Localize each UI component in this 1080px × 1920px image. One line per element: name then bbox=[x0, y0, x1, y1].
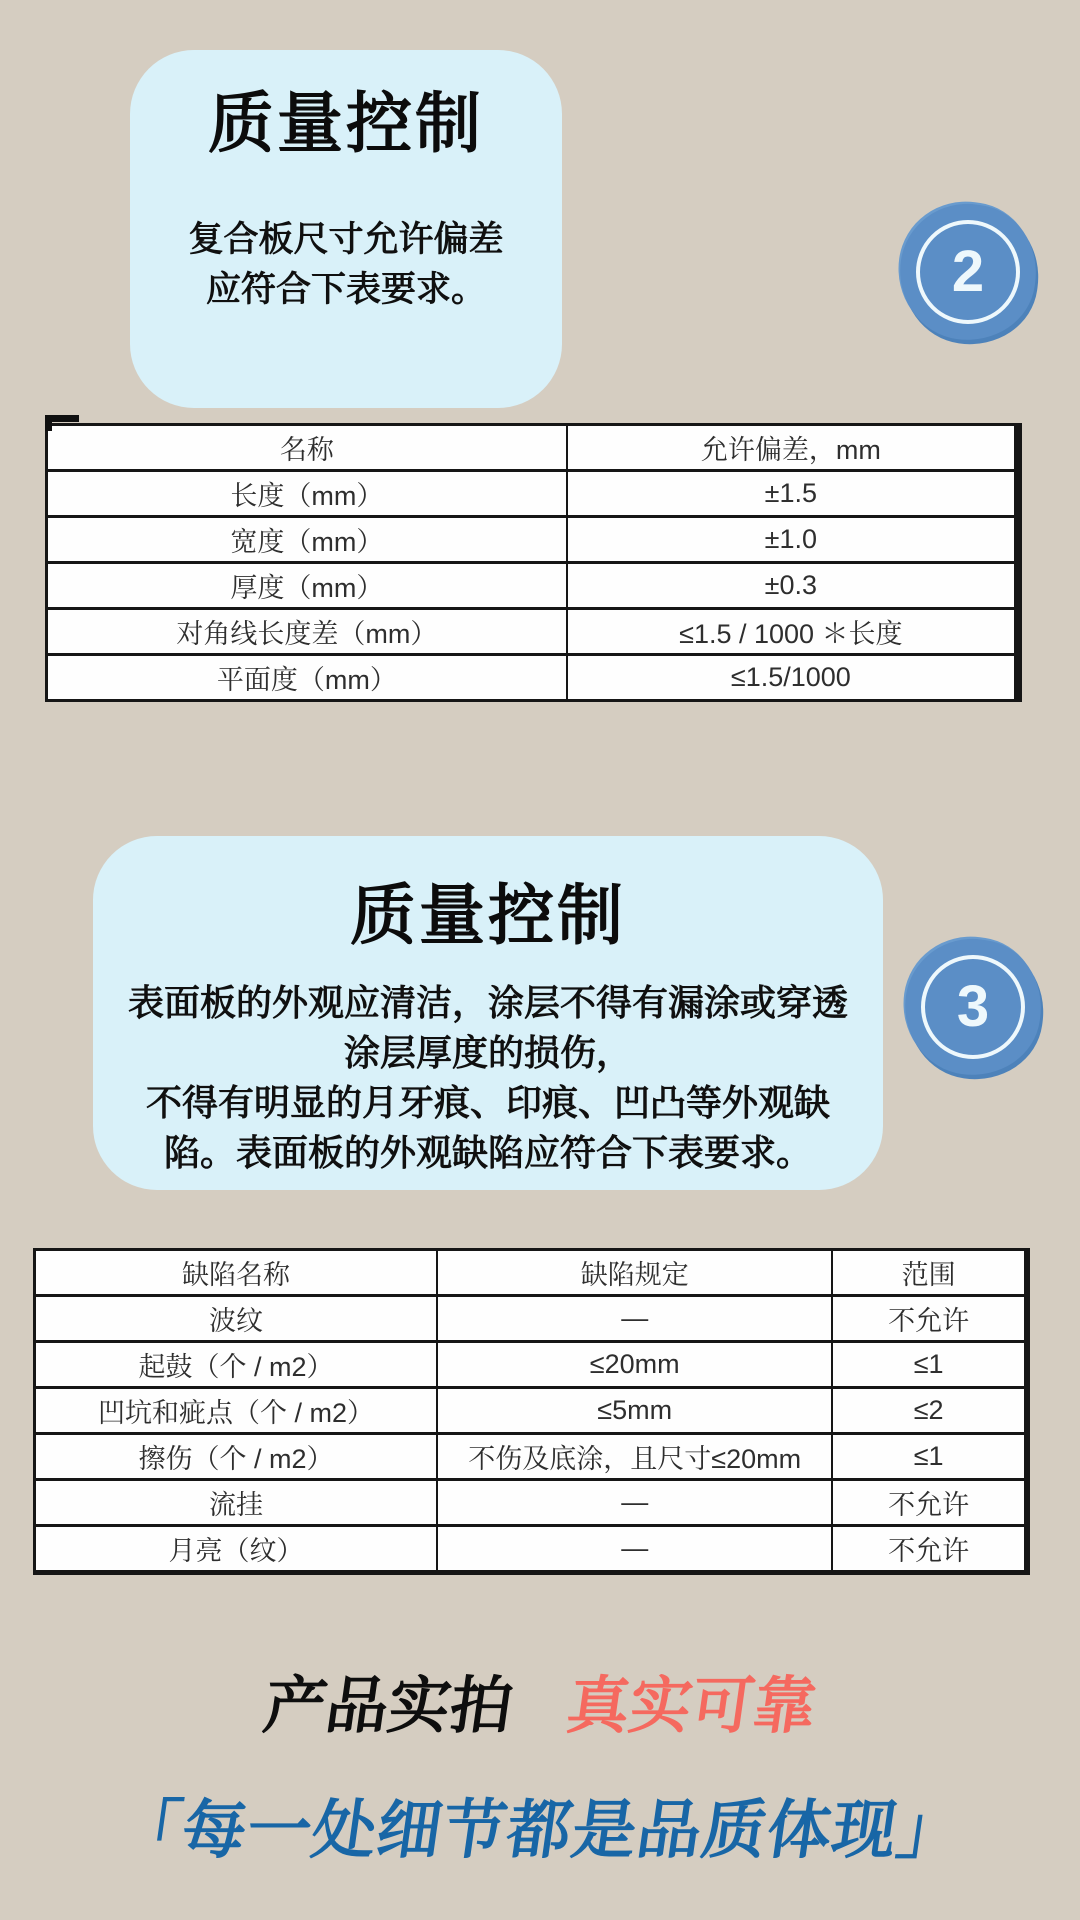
table-cell: ≤20mm bbox=[438, 1343, 833, 1386]
step-badge-2 bbox=[900, 204, 1036, 340]
table-cell: ≤1 bbox=[913, 1441, 944, 1471]
table-cell: 平面度（mm） bbox=[48, 656, 568, 699]
table-cell: 不伤及底涂，且尺寸≤20mm bbox=[438, 1435, 833, 1478]
dimension-card-body bbox=[130, 215, 562, 315]
dimension-card bbox=[130, 50, 562, 408]
dimension-card-line1: 复合板尺寸允许偏差 bbox=[188, 220, 504, 259]
badge-number: 3 bbox=[956, 974, 990, 1039]
table-row bbox=[36, 1435, 1024, 1481]
table-cell: — bbox=[438, 1527, 833, 1570]
table-header-row bbox=[36, 1251, 1024, 1297]
footer-headline-black: 产品实拍 bbox=[259, 1672, 518, 1741]
table-cell: ±1.5 bbox=[764, 478, 818, 508]
table-cell: ≤1.5 / 1000 ＊长度 bbox=[679, 619, 903, 649]
table-cell: 流挂 bbox=[36, 1481, 438, 1524]
appearance-card-body bbox=[93, 978, 883, 1178]
table-cell: ±0.3 bbox=[764, 570, 818, 600]
appearance-card bbox=[93, 836, 883, 1190]
table-cell: 不允许 bbox=[888, 1490, 970, 1520]
table-cell: 波纹 bbox=[36, 1297, 438, 1340]
badge-inner-ring bbox=[921, 955, 1025, 1059]
table-cell: 月亮（纹） bbox=[36, 1527, 438, 1570]
table-cell: 对角线长度差（mm） bbox=[48, 610, 568, 653]
table-cell: ≤5mm bbox=[438, 1389, 833, 1432]
table-header-row bbox=[48, 426, 1014, 472]
table-row bbox=[48, 472, 1014, 518]
table-cell: ±1.0 bbox=[764, 524, 818, 554]
col-header: 名称 bbox=[48, 426, 568, 469]
table-cell: 不允许 bbox=[888, 1536, 970, 1566]
footer-tagline: 「每一处细节都是品质体现」 bbox=[112, 1794, 968, 1866]
badge-number: 2 bbox=[951, 239, 985, 304]
col-header: 允许偏差，mm bbox=[700, 435, 881, 465]
col-header: 范围 bbox=[901, 1260, 956, 1290]
table-row bbox=[48, 610, 1014, 656]
col-header: 缺陷规定 bbox=[438, 1251, 833, 1294]
step-badge-3 bbox=[905, 939, 1041, 1075]
col-header: 缺陷名称 bbox=[36, 1251, 438, 1294]
table-cell: 凹坑和疵点（个 / m2） bbox=[36, 1389, 438, 1432]
table-row bbox=[48, 656, 1014, 699]
defect-table bbox=[33, 1248, 1030, 1575]
table-cell: 擦伤（个 / m2） bbox=[36, 1435, 438, 1478]
table-cell: ≤1.5/1000 bbox=[730, 662, 851, 692]
table-cell: 厚度（mm） bbox=[48, 564, 568, 607]
table-row bbox=[48, 564, 1014, 610]
table-row bbox=[36, 1297, 1024, 1343]
appearance-card-line3: 不得有明显的月牙痕、印痕、凹凸等外观缺 bbox=[145, 1082, 830, 1123]
table-row bbox=[48, 518, 1014, 564]
table-corner-artifact bbox=[45, 415, 79, 431]
table-cell: 宽度（mm） bbox=[48, 518, 568, 561]
table-cell: 长度（mm） bbox=[48, 472, 568, 515]
table-cell: ≤2 bbox=[913, 1395, 944, 1425]
appearance-card-line4: 陷。表面板的外观缺陷应符合下表要求。 bbox=[163, 1132, 812, 1173]
dimension-card-line2: 应符合下表要求。 bbox=[205, 270, 486, 309]
table-cell: 起鼓（个 / m2） bbox=[36, 1343, 438, 1386]
table-row bbox=[36, 1527, 1024, 1570]
table-cell: — bbox=[438, 1297, 833, 1340]
table-cell: — bbox=[438, 1481, 833, 1524]
appearance-card-title: 质量控制 bbox=[350, 878, 626, 952]
table-row bbox=[36, 1389, 1024, 1435]
table-row bbox=[36, 1481, 1024, 1527]
footer-headline-red: 真实可靠 bbox=[562, 1672, 821, 1741]
dimension-tolerance-table bbox=[45, 423, 1022, 702]
dimension-card-title: 质量控制 bbox=[208, 86, 484, 160]
badge-inner-ring bbox=[916, 220, 1020, 324]
table-cell: ≤1 bbox=[913, 1349, 944, 1379]
appearance-card-line2: 涂层厚度的损伤， bbox=[343, 1032, 632, 1073]
table-cell: 不允许 bbox=[888, 1306, 970, 1336]
appearance-card-line1: 表面板的外观应清洁，涂层不得有漏涂或穿透 bbox=[127, 982, 848, 1023]
table-row bbox=[36, 1343, 1024, 1389]
footer-headline bbox=[0, 1672, 1080, 1741]
